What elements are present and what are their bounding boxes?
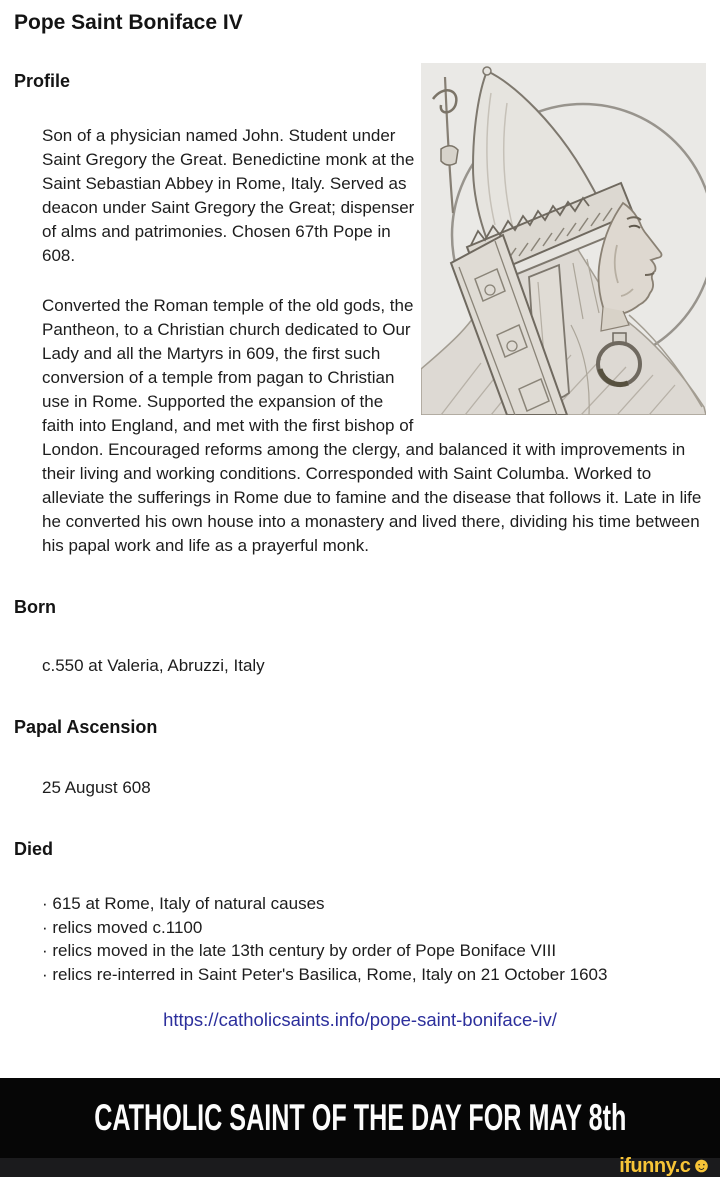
died-bullet-item: · relics re-interred in Saint Peter's Basilica, Rome, Italy on 21 October 1603: [42, 964, 608, 984]
caption-banner: [0, 1078, 720, 1158]
section-heading-born: Born: [14, 597, 56, 617]
pope-portrait-image: [421, 63, 706, 415]
section-heading-profile: Profile: [14, 71, 71, 91]
died-bullet-list: [42, 892, 706, 986]
source-link-row: [14, 1008, 706, 1033]
papal-ascension-value: 25 August 608: [42, 778, 151, 797]
watermark-strip: [0, 1154, 720, 1177]
died-bullet-item: · relics moved c.1100: [42, 917, 203, 937]
ifunny-logo-text: ifunny.c: [619, 1155, 691, 1177]
ifunny-logo: [619, 1156, 712, 1176]
smiley-icon: ☻: [690, 1154, 712, 1177]
born-value: c.550 at Valeria, Abruzzi, Italy: [42, 656, 265, 675]
section-heading-died: Died: [14, 839, 54, 859]
died-bullet-item: · relics moved in the late 13th century by order of Pope Boniface VIII: [42, 941, 557, 960]
pope-engraving-illustration: [421, 63, 706, 415]
profile-paragraph-1: Son of a physician named John. Student under Saint Gregory the Great. Benedictine monk at the Saint Sebastian Abbey in Rome, Italy. Served as deacon under Saint Gregory the Great; dispenser of alms and patrimonies. Chosen 67th Pope in 608.: [42, 126, 415, 265]
profile-paragraph-2: Converted the Roman temple of the old gods, the Pantheon, to a Christian church dedicated to Our Lady and all the Martyrs in 609, the first such conversion of a temple from pagan to Christian use in Rome. Supported the expansion of the faith into England, and met with the first bishop of London. Encouraged reforms among the clergy, and balanced it with improvements in their living and working conditions. Corresponded with Saint Columba. Worked to alleviate the sufferings in Rome due to famine and the disease that follows it. Late in life he converted his own house into a monastery and lived there, dividing his time between his papal work and life as a prayerful monk.: [42, 296, 702, 555]
died-bullet-item: · 615 at Rome, Italy of natural causes: [42, 894, 325, 913]
page-title: Pope Saint Boniface IV: [14, 11, 243, 34]
caption-banner-text: CATHOLIC SAINT OF THE DAY FOR MAY 8th: [93, 1097, 627, 1138]
source-link[interactable]: https://catholicsaints.info/pope-saint-boniface-iv/: [163, 1009, 557, 1030]
document-body: [14, 36, 706, 1033]
section-heading-papal-ascension: Papal Ascension: [14, 717, 158, 737]
